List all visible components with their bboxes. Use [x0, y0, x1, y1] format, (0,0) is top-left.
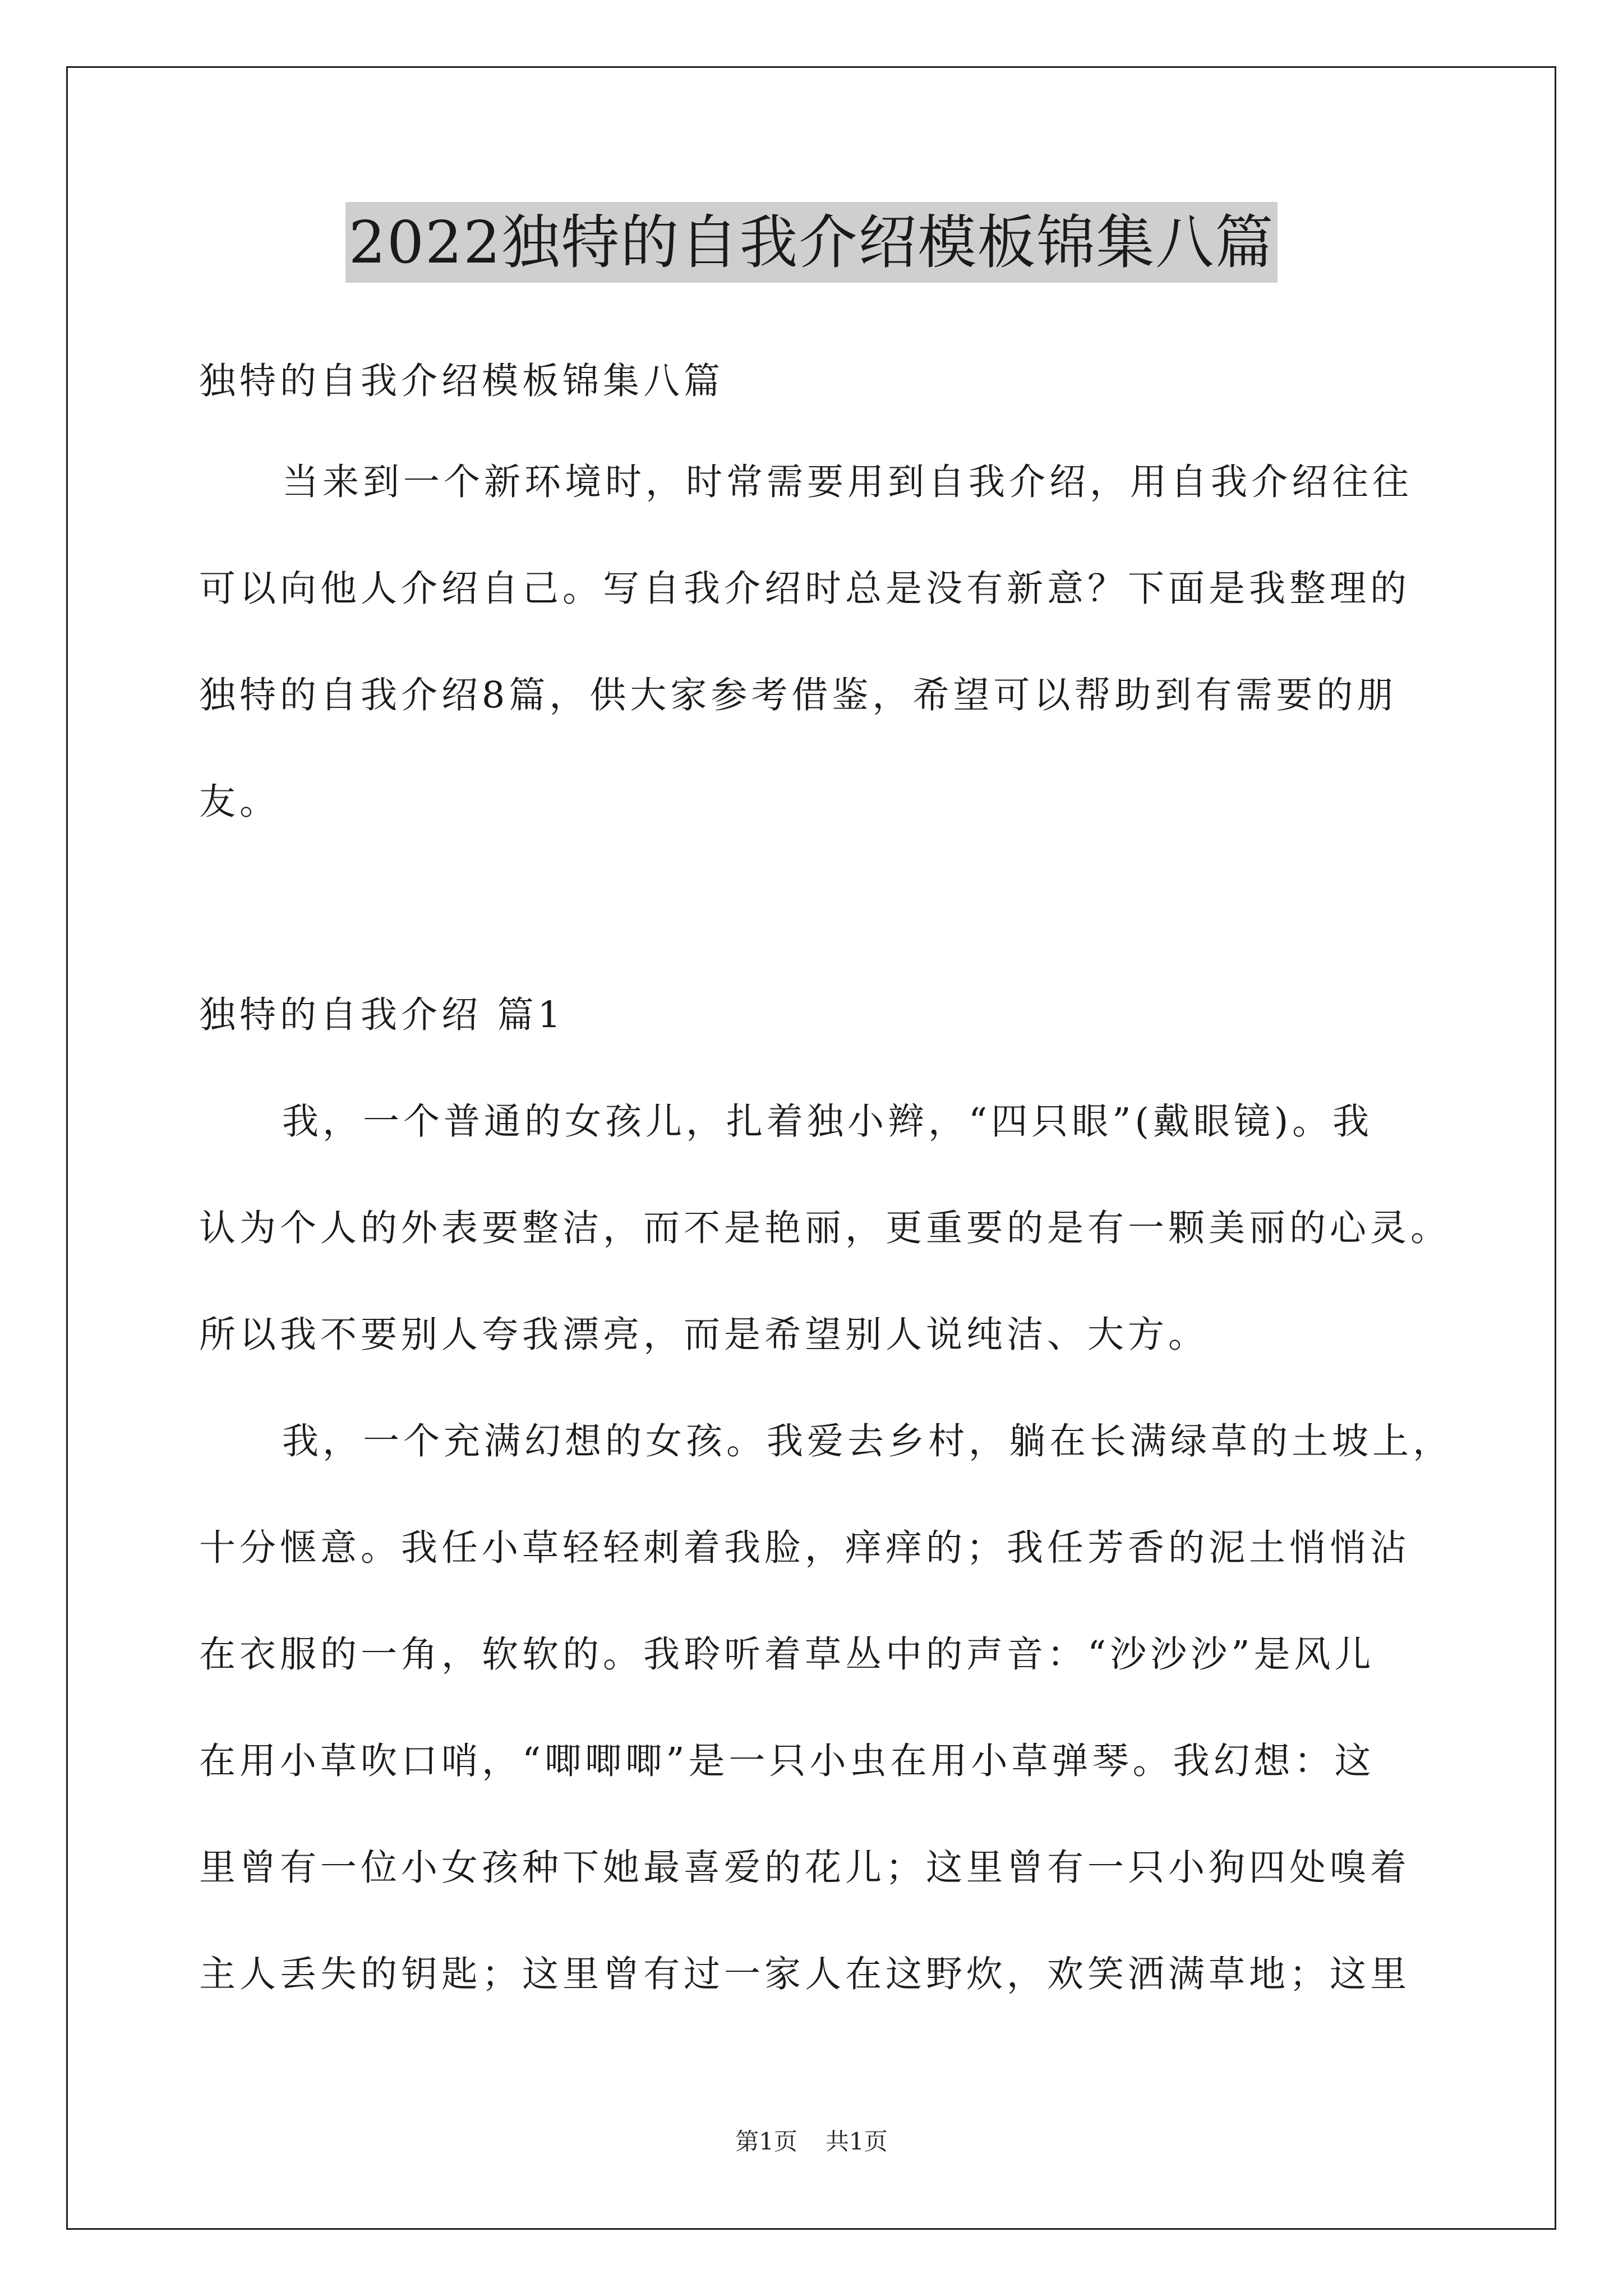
paragraph-line: 我，一个充满幻想的女孩。我爱去乡村，躺在长满绿草的土坡上， — [282, 1420, 1454, 1462]
intro-line: 可以向他人介绍自己。写自我介绍时总是没有新意？下面是我整理的 — [199, 568, 1411, 610]
title-area — [0, 202, 1623, 283]
intro-line: 友。 — [199, 781, 280, 823]
paragraph-line: 我，一个普通的女孩儿，扎着独小辫，“四只眼”(戴眼镜)。我 — [282, 1101, 1373, 1143]
paragraph-line: 主人丢失的钥匙；这里曾有过一家人在这野炊，欢笑洒满草地；这里 — [199, 1953, 1411, 1995]
page-number: 第1页 — [735, 2128, 797, 2155]
paragraph-line: 认为个人的外表要整洁，而不是艳丽，更重要的是有一颗美丽的心灵。 — [199, 1207, 1451, 1249]
intro-line: 独特的自我介绍8篇，供大家参考借鉴，希望可以帮助到有需要的朋 — [199, 674, 1398, 716]
page-footer — [0, 2126, 1623, 2157]
paragraph-line: 十分惬意。我任小草轻轻刺着我脸，痒痒的；我任芳香的泥土悄悄沾 — [199, 1527, 1411, 1569]
paragraph-line: 所以我不要别人夸我漂亮，而是希望别人说纯洁、大方。 — [199, 1314, 1209, 1356]
page-total: 共1页 — [826, 2128, 888, 2155]
paragraph-line: 在衣服的一角，软软的。我聆听着草丛中的声音：“沙沙沙”是风儿 — [199, 1634, 1375, 1676]
paragraph-line: 在用小草吹口哨，“唧唧唧”是一只小虫在用小草弹琴。我幻想：这 — [199, 1740, 1375, 1782]
document-title: 2022独特的自我介绍模板锦集八篇 — [345, 202, 1278, 283]
intro-line: 当来到一个新环境时，时常需要用到自我介绍，用自我介绍往往 — [282, 461, 1413, 503]
section-title: 独特的自我介绍 篇1 — [199, 994, 565, 1036]
document-heading: 独特的自我介绍模板锦集八篇 — [199, 360, 725, 402]
paragraph-line: 里曾有一位小女孩种下她最喜爱的花儿；这里曾有一只小狗四处嗅着 — [199, 1847, 1411, 1889]
